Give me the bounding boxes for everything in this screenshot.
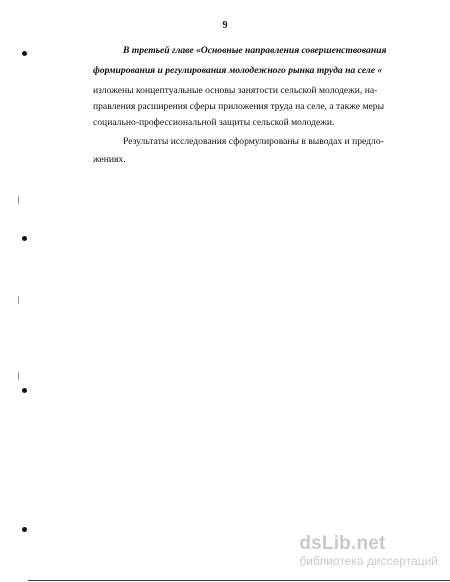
punch-hole-mark — [22, 51, 27, 56]
scan-margin-tick — [18, 196, 19, 204]
punch-hole-mark — [22, 236, 27, 241]
watermark-tagline: библиотека диссертаций — [299, 554, 438, 568]
watermark-logo — [299, 534, 438, 568]
punch-hole-mark — [22, 527, 27, 532]
page-bottom-edge — [28, 580, 450, 581]
watermark-logo-text: dsLib.net — [299, 533, 386, 554]
paragraph-1-line-5: социально-профессиональной защиты сельской молодежи. — [93, 117, 335, 128]
scan-margin-tick — [18, 372, 19, 380]
page-number: 9 — [222, 20, 228, 31]
scan-margin-tick — [18, 296, 19, 304]
paragraph-1-line-4: правления расширения сферы приложения труда на селе, а также меры — [93, 101, 385, 112]
paragraph-1-line-3: изложены концептуальные основы занятости сельской молодежи, на- — [93, 85, 378, 96]
paragraph-1-line-2: формирования и регулирования молодежного рынка труда на селе « — [93, 65, 383, 76]
paragraph-2-line-2: жениях. — [93, 154, 126, 165]
paragraph-1-line-1: В третьей главе «Основные направления совершенствования — [123, 45, 387, 56]
paragraph-2-line-1: Результаты исследования сформулированы в выводах и предло- — [123, 136, 384, 147]
punch-hole-mark — [22, 388, 27, 393]
